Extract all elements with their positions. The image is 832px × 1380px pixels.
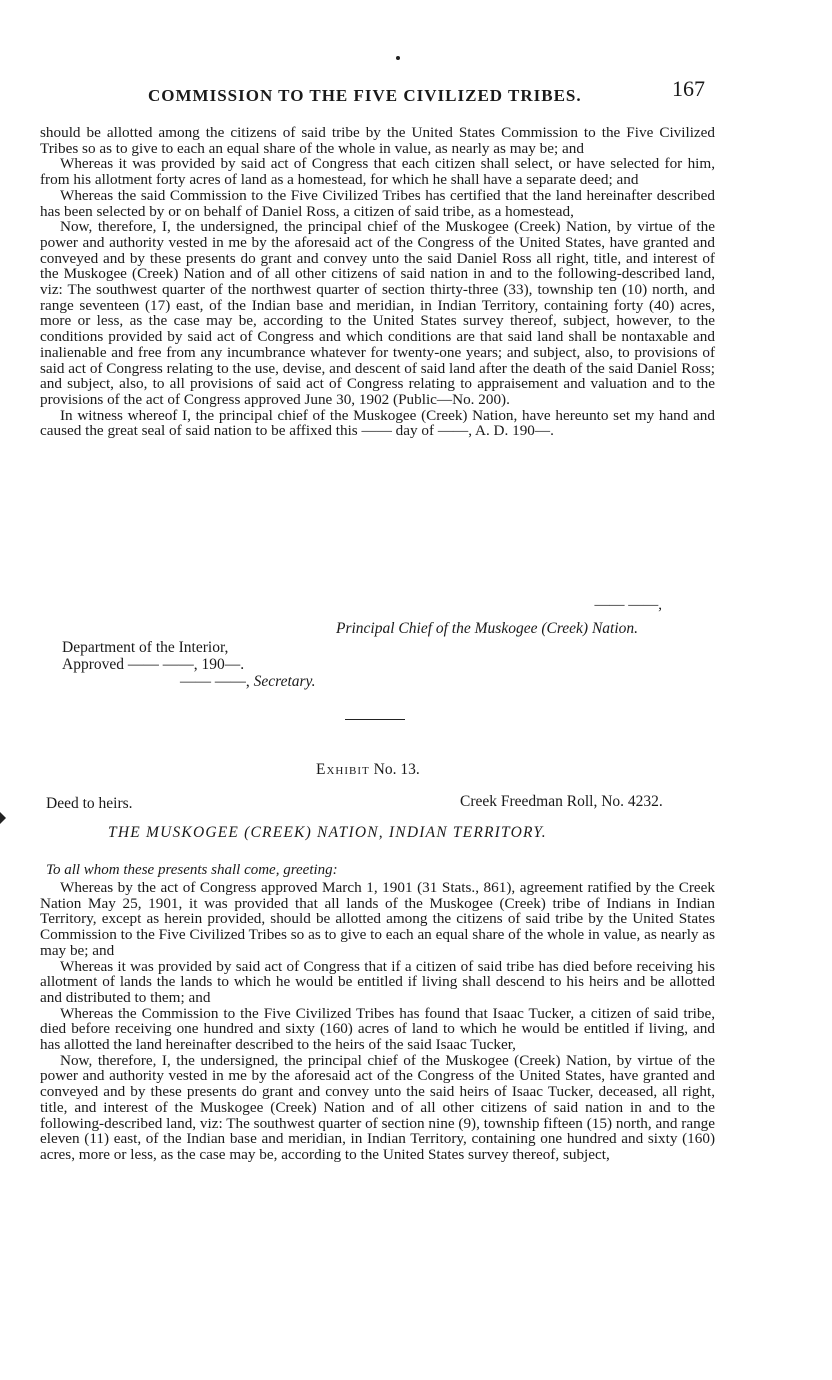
roll-number: Creek Freedman Roll, No. 4232. xyxy=(460,793,663,810)
deed-two-body xyxy=(40,880,715,1163)
approval-block xyxy=(62,639,315,690)
signature-blank: —— ——, xyxy=(594,597,662,613)
secretary-line xyxy=(62,673,315,690)
paragraph: Whereas it was provided by said act of Congress that each citizen shall select, or have selected for him, from his allotment forty acres of land as a homestead, for which he shall have a separate deed; and xyxy=(40,155,715,189)
paragraph: Whereas it was provided by said act of Congress that if a citizen of said tribe has died before receiving his allotment of lands the lands to which he would be entitled if living shall descend to his heirs and be allotted and distributed to them; and xyxy=(40,957,715,1006)
scan-speck xyxy=(396,56,400,60)
secretary-title: Secretary. xyxy=(253,673,316,690)
page-number: 167 xyxy=(672,76,705,101)
paragraph: should be allotted among the citizens of said tribe by the United States Commission to the Five Civilized Tribes so as to give to each an equal share of the whole in value, as nearly as may be; and xyxy=(40,124,715,157)
running-header: COMMISSION TO THE FIVE CIVILIZED TRIBES. xyxy=(148,86,582,105)
margin-arrow-mark xyxy=(0,812,6,824)
paragraph: Now, therefore, I, the undersigned, the principal chief of the Muskogee (Creek) Nation, by virtue of the power and authority vested in me by the aforesaid act of the Congress of the United States, have granted and conveyed and by these presents do grant and convey unto the said Daniel Ross all right, title, and interest of the Muskogee (Creek) Nation and of all other citizens of said nation in and to the following-described land, viz: The southwest quarter of the northwest quarter of section thirty-three (33), township ten (10) north, and range seventeen (17) east, of the Indian base and meridian, in Indian Territory, containing forty (40) acres, more or less, as the case may be, according to the United States survey thereof, subject, however, to the conditions provided by said act of Congress and which conditions are that said land shall be nontaxable and inalienable and free from any incumbrance whatever for twenty-one years; and subject, also, to provisions of said act of Congress relating to the use, devise, and descent of said land after the death of the said Daniel Ross; and subject, also, to all provisions of said act of Congress relating to appraisement and valuation and to the provisions of the act of Congress approved June 30, 1902 (Public—No. 200). xyxy=(40,218,715,408)
paragraph: Now, therefore, I, the undersigned, the principal chief of the Muskogee (Creek) Nation, by virtue of the power and authority vested in me by the aforesaid act of the Congress of the United States, have granted and conveyed and by these presents do grant and convey unto the said heirs of Isaac Tucker, deceased, all right, title, and interest of the Muskogee (Creek) Nation and of all other citizens of said nation in and to the following-described land, viz: The southwest quarter of section nine (9), township fifteen (15) north, and range eleven (11) east, of the Indian base and meridian, in Indian Territory, containing one hundred and sixty (160) acres, more or less, as the case may be, according to the United States survey thereof, subject, xyxy=(40,1051,715,1163)
deed-type: Deed to heirs. xyxy=(46,795,133,812)
signature-title: Principal Chief of the Muskogee (Creek) Nation. xyxy=(336,620,639,637)
paragraph: Whereas the Commission to the Five Civilized Tribes has found that Isaac Tucker, a citizen of said tribe, died before receiving one hundred and sixty (160) acres of land to which he would be entitled if living, and has allotted the land hereinafter described to the heirs of the said Isaac Tucker, xyxy=(40,1004,715,1054)
section-divider xyxy=(345,719,405,720)
paragraph: In witness whereof I, the principal chief of the Muskogee (Creek) Nation, have hereunto set my hand and caused the great seal of said nation to be affixed this —— day of ——, A. D. 190—. xyxy=(40,406,715,440)
exhibit-label: Exhibit xyxy=(316,761,370,778)
greeting: To all whom these presents shall come, greeting: xyxy=(46,862,338,878)
exhibit-heading xyxy=(316,761,420,779)
secretary-blank: —— ——, xyxy=(180,673,254,690)
paragraph: Whereas by the act of Congress approved March 1, 1901 (31 Stats., 861), agreement ratified by the Creek Nation May 25, 1901, it was provided that all lands of the Muskogee (Creek) tribe of Indians in Indian Territory, except as herein provided, should be allotted among the citizens of said tribe by the United States Commission to the Five Civilized Tribes so as to give to each an equal share of the whole in value, as nearly as may be; and xyxy=(40,879,715,959)
exhibit-number: No. 13. xyxy=(373,761,420,778)
nation-title: THE MUSKOGEE (CREEK) NATION, INDIAN TERRITORY. xyxy=(108,824,547,841)
paragraph: Whereas the said Commission to the Five Civilized Tribes has certified that the land hereinafter described has been selected by or on behalf of Daniel Ross, a citizen of said tribe, as a homestead, xyxy=(40,186,715,220)
deed-one-body xyxy=(40,125,715,439)
approval-date-line: Approved —— ——, 190—. xyxy=(62,656,245,673)
approval-department: Department of the Interior, xyxy=(62,639,229,656)
